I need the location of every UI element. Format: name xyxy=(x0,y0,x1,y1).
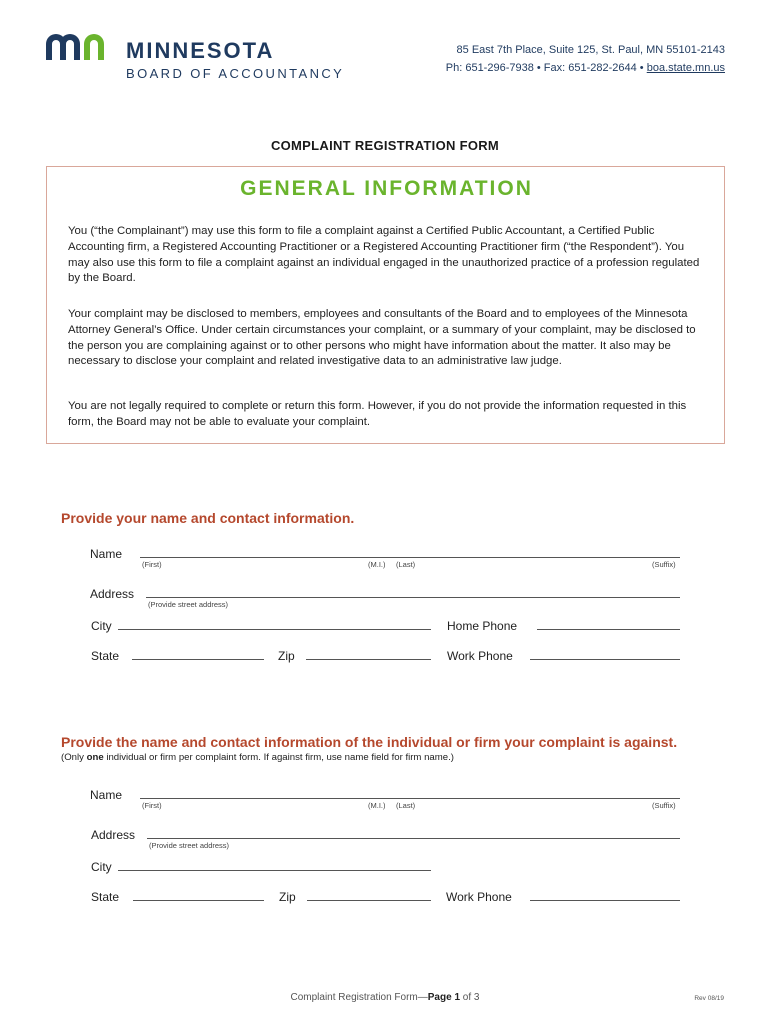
note-post: individual or firm per complaint form. If against firm, use name field for firm name.) xyxy=(103,752,454,763)
footer-text: Complaint Registration Form— xyxy=(290,992,428,1003)
s2-hint-last: (Last) xyxy=(396,801,416,810)
website-link[interactable]: boa.state.mn.us xyxy=(646,62,725,74)
s2-hint-first: (First) xyxy=(142,801,162,810)
section1-heading: Provide your name and contact information. xyxy=(61,510,355,526)
logo-subtitle: BOARD OF ACCOUNTANCY xyxy=(126,66,345,81)
note-pre: (Only xyxy=(61,752,87,763)
s2-zip-label: Zip xyxy=(279,890,296,904)
s1-work-phone-field[interactable] xyxy=(530,659,680,660)
page-footer xyxy=(0,992,770,1003)
s1-zip-field[interactable] xyxy=(306,659,431,660)
s2-hint-suffix: (Suffix) xyxy=(652,801,676,810)
s1-city-label: City xyxy=(91,619,112,633)
s1-hint-first: (First) xyxy=(142,560,162,569)
footer-page: Page 1 xyxy=(427,992,461,1003)
s2-hint-mi: (M.I.) xyxy=(368,801,386,810)
info-paragraph-3: You are not legally required to complete or return this form. However, if you do not provide the information requested in this form, the Board may not be able to evaluate your complaint. xyxy=(68,400,687,428)
s2-state-label: State xyxy=(91,890,120,904)
s1-work-phone-label: Work Phone xyxy=(447,649,513,663)
s1-hint-suffix: (Suffix) xyxy=(652,560,676,569)
s1-state-field[interactable] xyxy=(132,659,264,660)
s1-hint-street: (Provide street address) xyxy=(148,600,229,609)
s2-name-field[interactable] xyxy=(140,798,680,799)
logo-title: MINNESOTA xyxy=(126,38,275,63)
board-contact xyxy=(446,62,725,74)
s2-address-field[interactable] xyxy=(147,838,680,839)
note-bold: one xyxy=(86,752,104,763)
s1-address-field[interactable] xyxy=(146,597,680,598)
info-paragraph-2: Your complaint may be disclosed to members, employees and consultants of the Board and to employees of the Minnesota Attorney General’s Office. Under certain circumstances your complaint, or a summary of your complaint, may be disclosed to the person you are complaining against or to other persons who might have information about the matter. It also may be necessary to disclose your complaint and related investigative data to an administrative law judge. xyxy=(68,308,696,368)
s1-state-label: State xyxy=(91,649,120,663)
phone-fax: Ph: 651-296-7938 • Fax: 651-282-2644 • xyxy=(445,62,647,74)
s2-work-phone-field[interactable] xyxy=(530,900,680,901)
s1-name-field[interactable] xyxy=(140,557,680,558)
revision-label: Rev 08/19 xyxy=(694,995,724,1002)
s2-zip-field[interactable] xyxy=(307,900,431,901)
s2-address-label: Address xyxy=(91,828,136,842)
s2-city-label: City xyxy=(91,860,112,874)
section2-heading: Provide the name and contact information of the individual or firm your complaint is against. xyxy=(61,734,678,750)
section2-note xyxy=(61,752,454,763)
general-information-heading: GENERAL INFORMATION xyxy=(240,177,533,200)
s1-city-field[interactable] xyxy=(118,629,431,630)
s2-state-field[interactable] xyxy=(133,900,264,901)
s1-home-phone-label: Home Phone xyxy=(447,619,518,633)
s1-hint-last: (Last) xyxy=(396,560,416,569)
s1-name-label: Name xyxy=(90,547,123,561)
minnesota-logo-icon xyxy=(44,30,114,62)
s2-hint-street: (Provide street address) xyxy=(149,841,230,850)
s1-address-label: Address xyxy=(90,587,135,601)
board-address: 85 East 7th Place, Suite 125, St. Paul, MN 55101-2143 xyxy=(456,44,725,56)
info-paragraph-1: You (“the Complainant”) may use this form to file a complaint against a Certified Public Accountant, a Certified Public Accounting firm, a Registered Accounting Practitioner or a Registered Accounting Practitioner firm (“the Respondent”). You may also use this form to file a complaint against an individual engaged in the unauthorized practice of a profession regulated by the Board. xyxy=(68,225,700,285)
general-information-box xyxy=(46,166,725,444)
form-title: COMPLAINT REGISTRATION FORM xyxy=(270,138,500,153)
s1-home-phone-field[interactable] xyxy=(537,629,680,630)
s2-city-field[interactable] xyxy=(118,870,431,871)
s2-work-phone-label: Work Phone xyxy=(446,890,512,904)
footer-of: of 3 xyxy=(460,992,480,1003)
s1-hint-mi: (M.I.) xyxy=(368,560,386,569)
s1-zip-label: Zip xyxy=(278,649,295,663)
s2-name-label: Name xyxy=(90,788,123,802)
